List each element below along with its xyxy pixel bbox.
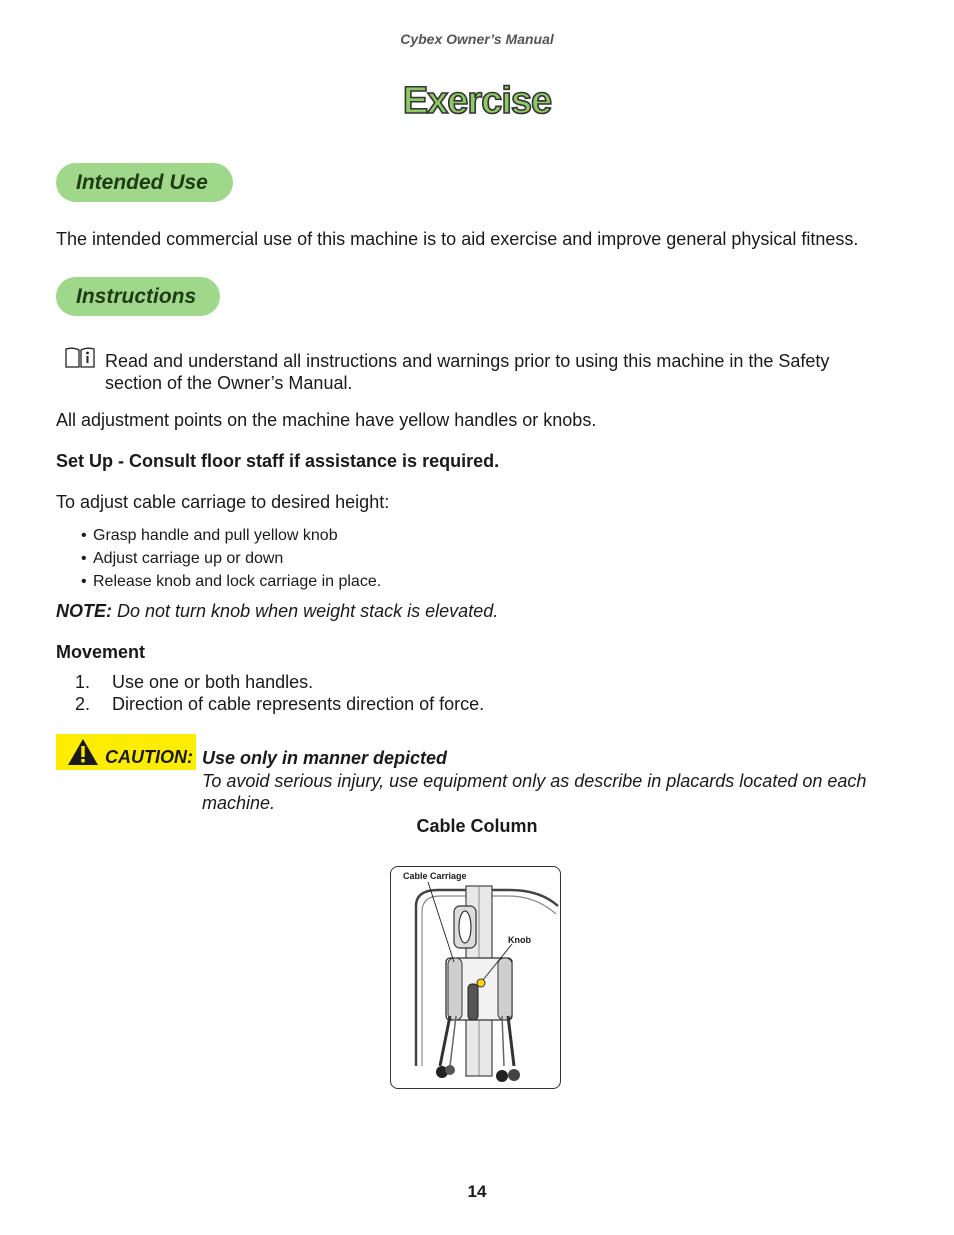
list-item: • Adjust carriage up or down: [93, 550, 283, 568]
section-heading-instructions: Instructions: [56, 277, 220, 316]
list-item: • Grasp handle and pull yellow knob: [93, 527, 338, 545]
cable-column-illustration: [390, 866, 561, 1089]
read-instructions-line-2: section of the Owner’s Manual.: [105, 373, 353, 393]
read-instructions-line-1: Read and understand all instructions and warnings prior to using this machine in the Safety: [105, 351, 830, 371]
movement-heading: Movement: [56, 642, 146, 662]
adjustment-note: All adjustment points on the machine have yellow handles or knobs.: [56, 410, 597, 430]
step-number: 1.: [75, 672, 91, 692]
adjust-intro: To adjust cable carriage to desired height:: [56, 492, 390, 512]
running-header: Cybex Owner’s Manual: [400, 31, 554, 47]
step-text: Use one or both handles.: [112, 672, 314, 692]
page-title: Exercise: [402, 80, 552, 122]
intended-use-text: The intended commercial use of this machine is to aid exercise and improve general physical fitness.: [56, 229, 859, 249]
book-info-icon: [64, 346, 96, 375]
note-label: NOTE:: [56, 601, 112, 621]
step-number: 2.: [75, 694, 91, 714]
caution-text-line-1: To avoid serious injury, use equipment only as describe in placards located on each: [202, 771, 867, 791]
callout-cable-carriage: Cable Carriage: [403, 871, 467, 881]
caution-headline: Use only in manner depicted: [202, 748, 448, 768]
page-number: 14: [467, 1182, 487, 1201]
setup-heading: Set Up - Consult floor staff if assistance is required.: [56, 451, 500, 471]
list-item: • Release knob and lock carriage in place.: [93, 573, 381, 591]
note-line: [56, 600, 916, 622]
section-heading-intended-use: Intended Use: [56, 163, 233, 202]
cable-column-figure: [390, 866, 561, 1089]
caution-text-line-2: machine.: [202, 793, 276, 813]
warning-triangle-icon: [66, 737, 100, 772]
step-text: Direction of cable represents direction of force.: [112, 694, 485, 714]
note-text: Do not turn knob when weight stack is elevated.: [112, 601, 499, 621]
caution-label: CAUTION:: [105, 747, 193, 767]
callout-knob: Knob: [508, 935, 531, 945]
figure-caption: Cable Column: [416, 816, 538, 836]
